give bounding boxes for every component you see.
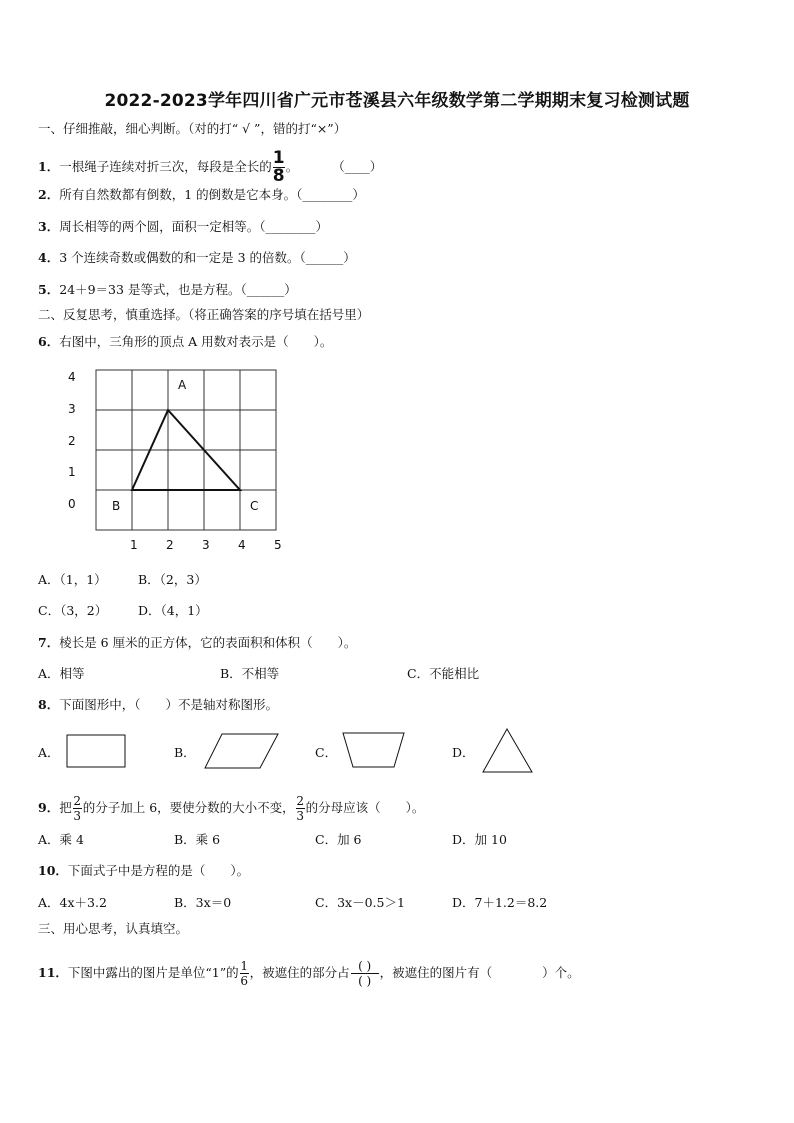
q9-option-b[interactable]: B．乘 6 <box>174 832 221 847</box>
q9-frac1-den: 3 <box>73 809 82 823</box>
question-1 <box>38 150 382 185</box>
q8-number: 8． <box>38 697 60 712</box>
q9-number: 9． <box>38 800 60 815</box>
q2-number: 2． <box>38 187 60 202</box>
q6-option-c[interactable]: C．（3，2） <box>38 603 108 618</box>
q1-number: 1． <box>38 159 60 174</box>
x-label-5: 5 <box>274 538 282 552</box>
q10-number: 10． <box>38 863 68 878</box>
q10-option-c[interactable]: C．3x－0.5＞1 <box>315 895 405 910</box>
point-label-b: B <box>112 499 121 513</box>
q6-option-b[interactable]: B．（2，3） <box>138 572 207 587</box>
q11-frac-num: 1 <box>240 959 248 973</box>
q3-number: 3． <box>38 219 60 234</box>
rectangle-shape <box>66 734 128 770</box>
q9-frac1-num: 2 <box>73 794 82 808</box>
q8-option-b[interactable]: B． <box>174 745 196 760</box>
q9-text-3: 的分母应该（ ）。 <box>305 800 425 815</box>
q7-text: 棱长是 6 厘米的正方体，它的表面积和体积（ ）。 <box>59 635 357 650</box>
q5-answer-paren[interactable]: （______） <box>240 282 297 297</box>
q9-option-d[interactable]: D．加 10 <box>452 832 507 847</box>
q6-coordinate-grid <box>58 360 298 555</box>
section1-heading: 一、仔细推敲，细心判断。（对的打“ √ ”，错的打“×”） <box>38 121 347 136</box>
q10-option-d[interactable]: D．7＋1.2＝8.2 <box>452 895 548 910</box>
q11-text-1: 下图中露出的图片是单位“1”的 <box>67 965 239 980</box>
q3-answer-paren[interactable]: （________） <box>259 219 328 234</box>
q3-text: 周长相等的两个圆，面积一定相等。 <box>59 219 260 234</box>
q4-answer-paren[interactable]: （______） <box>299 250 356 265</box>
q6-number: 6． <box>38 334 60 349</box>
q11-text-2: ，被遮住的部分占 <box>249 965 350 980</box>
point-label-c: C <box>250 499 259 513</box>
y-label-1: 1 <box>68 465 76 479</box>
q1-frac-den: 8 <box>272 166 285 186</box>
question-10 <box>38 863 249 879</box>
q1-text: 一根绳子连续对折三次，每段是全长的 <box>59 159 272 174</box>
y-label-2: 2 <box>68 434 76 448</box>
q10-option-a[interactable]: A．4x＋3.2 <box>38 895 107 910</box>
q11-blank-num[interactable]: ( ) <box>358 959 372 973</box>
question-5 <box>38 282 297 298</box>
q9-fraction-2 <box>296 795 305 822</box>
q9-fraction-1 <box>73 795 82 822</box>
q6-option-d[interactable]: D．（4，1） <box>138 603 208 618</box>
q11-frac-den: 6 <box>240 974 248 988</box>
q11-text-3: ，被遮住的图片有（ ）个。 <box>379 965 580 980</box>
q5-text: 24＋9＝33 是等式，也是方程。 <box>59 282 241 297</box>
question-6 <box>38 334 332 350</box>
q9-text-2: 的分子加上 6，要使分数的大小不变， <box>82 800 295 815</box>
q8-option-d[interactable]: D． <box>452 745 475 760</box>
q7-option-a[interactable]: A．相等 <box>38 666 85 681</box>
q9-option-a[interactable]: A．乘 4 <box>38 832 84 847</box>
q6-text: 右图中，三角形的顶点 A 用数对表示是（ ）。 <box>59 334 333 349</box>
q9-option-c[interactable]: C．加 6 <box>315 832 362 847</box>
y-label-4: 4 <box>68 370 76 384</box>
question-11 <box>38 960 580 987</box>
q9-frac2-den: 3 <box>296 809 304 823</box>
q8-option-a[interactable]: A． <box>38 745 60 760</box>
question-2 <box>38 187 365 203</box>
question-7 <box>38 635 356 651</box>
trapezoid-shape <box>342 732 406 770</box>
question-3 <box>38 219 328 235</box>
grid-lines <box>96 370 276 530</box>
question-4 <box>38 250 356 266</box>
triangle-shape <box>482 728 534 774</box>
q1-fraction <box>273 150 285 185</box>
q8-option-c[interactable]: C． <box>315 745 338 760</box>
q7-option-b[interactable]: B．不相等 <box>220 666 280 681</box>
q11-blank-den[interactable]: ( ) <box>358 974 372 988</box>
q7-option-c[interactable]: C．不能相比 <box>407 666 480 681</box>
q2-text: 所有自然数都有倒数，1 的倒数是它本身。 <box>59 187 297 202</box>
q4-text: 3 个连续奇数或偶数的和一定是 3 的倍数。 <box>59 250 300 265</box>
q10-text: 下面式子中是方程的是（ ）。 <box>67 863 250 878</box>
point-label-a: A <box>178 378 187 392</box>
x-label-3: 3 <box>202 538 210 552</box>
q2-answer-paren[interactable]: （________） <box>296 187 365 202</box>
y-label-0: 0 <box>68 497 76 511</box>
q9-text-1: 把 <box>59 800 72 815</box>
page-title: 2022-2023学年四川省广元市苍溪县六年级数学第二学期期末复习检测试题 <box>104 91 690 111</box>
q4-number: 4． <box>38 250 60 265</box>
q1-frac-num: 1 <box>272 148 285 168</box>
q9-frac2-num: 2 <box>296 794 304 808</box>
q7-number: 7． <box>38 635 60 650</box>
section2-heading: 二、反复思考，慎重选择。（将正确答案的序号填在括号里） <box>38 307 370 322</box>
question-9 <box>38 795 424 822</box>
y-label-3: 3 <box>68 402 76 416</box>
x-label-2: 2 <box>166 538 174 552</box>
q1-answer-paren[interactable]: （____） <box>332 159 383 174</box>
parallelogram-shape <box>204 733 280 771</box>
question-8 <box>38 697 278 713</box>
q1-tail: 。 <box>285 159 299 174</box>
q11-number: 11． <box>38 965 68 980</box>
q11-blank-fraction[interactable] <box>351 960 379 987</box>
q8-text: 下面图形中，（ ）不是轴对称图形。 <box>59 697 278 712</box>
q10-option-b[interactable]: B．3x＝0 <box>174 895 232 910</box>
q6-option-a[interactable]: A．（1，1） <box>38 572 107 587</box>
section3-heading: 三、用心思考，认真填空。 <box>38 921 189 936</box>
q5-number: 5． <box>38 282 60 297</box>
x-label-1: 1 <box>130 538 138 552</box>
q11-fraction <box>240 960 249 987</box>
x-label-4: 4 <box>238 538 246 552</box>
